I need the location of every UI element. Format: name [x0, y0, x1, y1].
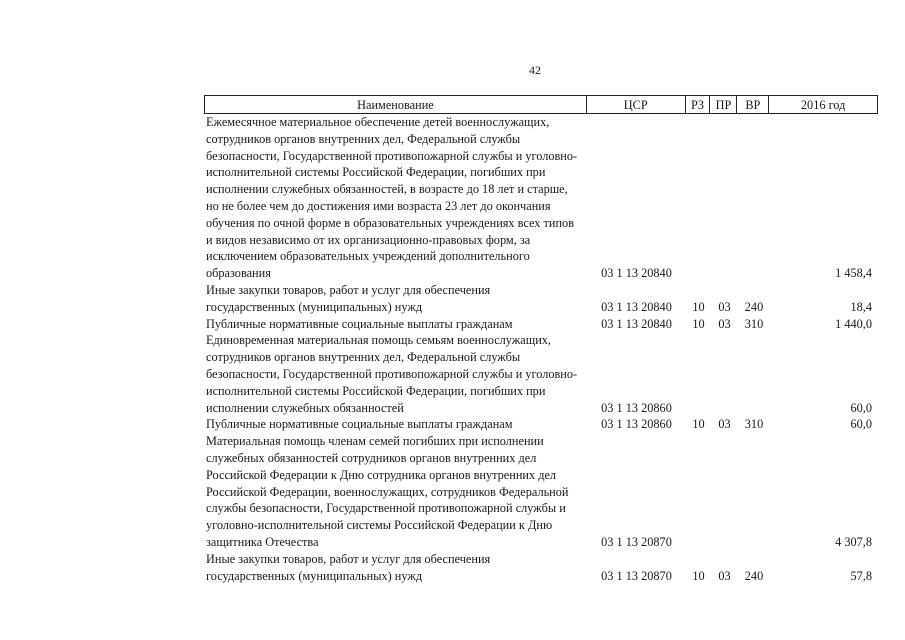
- row-amount: 1 458,4: [835, 266, 872, 281]
- row-vr: 240: [744, 299, 764, 314]
- row-vr: 240: [744, 568, 764, 583]
- header-csr: ЦСР: [587, 96, 686, 113]
- row-rz: 10: [692, 568, 705, 583]
- table-row: [204, 282, 878, 316]
- row-amount: 1 440,0: [835, 316, 872, 331]
- table-row: [204, 433, 878, 551]
- header-name: Наименование: [205, 96, 587, 113]
- table-row: [204, 416, 878, 433]
- row-amount: 4 307,8: [835, 534, 872, 549]
- row-name: Публичные нормативные социальные выплаты гражданам: [206, 316, 513, 331]
- header-vr: ВР: [737, 96, 769, 113]
- budget-table: [204, 95, 878, 584]
- row-csr: 03 1 13 20870: [601, 568, 672, 583]
- row-name: Иные закупки товаров, работ и услуг для обеспечения государственных (муниципальных) нужд: [206, 282, 491, 314]
- row-name: Иные закупки товаров, работ и услуг для обеспечения государственных (муниципальных) нужд: [206, 551, 491, 583]
- row-name: Материальная помощь членам семей погибших при исполнении служебных обязанностей сотрудников органов внутренних дел Российской Федерации к Дню сотрудника органов внутренних дел Российской Федерации, военнослужащих, сотрудников Федеральной службы безопасности, Государственной противопожарной службы и уголовно-исполнительной системы Российской Федерации к Дню защитника Отечества: [206, 434, 569, 549]
- table-header: [204, 95, 878, 114]
- row-csr: 03 1 13 20840: [601, 299, 672, 314]
- page-number: 42: [529, 63, 541, 77]
- row-pr: 03: [718, 568, 731, 583]
- row-pr: 03: [718, 316, 731, 331]
- row-csr: 03 1 13 20870: [601, 534, 672, 549]
- table-row: [204, 332, 878, 416]
- row-rz: 10: [692, 299, 705, 314]
- row-name: Публичные нормативные социальные выплаты гражданам: [206, 417, 513, 432]
- table-row: [204, 114, 878, 282]
- row-csr: 03 1 13 20840: [601, 316, 672, 331]
- row-pr: 03: [718, 417, 731, 432]
- header-rz: РЗ: [686, 96, 711, 113]
- row-amount: 60,0: [850, 400, 872, 415]
- row-csr: 03 1 13 20860: [601, 400, 672, 415]
- table-row: [204, 551, 878, 585]
- row-name: Единовременная материальная помощь семьям военнослужащих, сотрудников органов внутренних дел, Федеральной службы безопасности, Государственной противопожарной службы и уголовно-исполнительной системы Российской Федерации, погибших при исполнении служебных обязанностей: [206, 333, 578, 415]
- header-pr: ПР: [710, 96, 737, 113]
- row-pr: 03: [718, 299, 731, 314]
- header-year: 2016 год: [800, 98, 846, 112]
- row-amount: 57,8: [850, 568, 872, 583]
- row-rz: 10: [692, 316, 705, 331]
- table-row: [204, 316, 878, 333]
- row-vr: 310: [744, 316, 764, 331]
- row-csr: 03 1 13 20840: [601, 266, 672, 281]
- row-name: Ежемесячное материальное обеспечение детей военнослужащих, сотрудников органов внутренних дел, Федеральной службы безопасности, Государственной противопожарной службы и уголовно-исполнительной системы Российской Федерации, погибших при исполнении служебных обязанностей, в возрасте до 18 лет и старше, но не более чем до достижения ими возраста 23 лет до окончания обучения по очной форме в образовательных учреждениях всех типов и видов независимо от их организационно-правовых форм, за исключением образовательных учреждений дополнительного образования: [206, 115, 578, 281]
- row-amount: 18,4: [850, 299, 872, 314]
- row-csr: 03 1 13 20860: [601, 417, 672, 432]
- row-amount: 60,0: [850, 417, 872, 432]
- row-vr: 310: [744, 417, 764, 432]
- row-rz: 10: [692, 417, 705, 432]
